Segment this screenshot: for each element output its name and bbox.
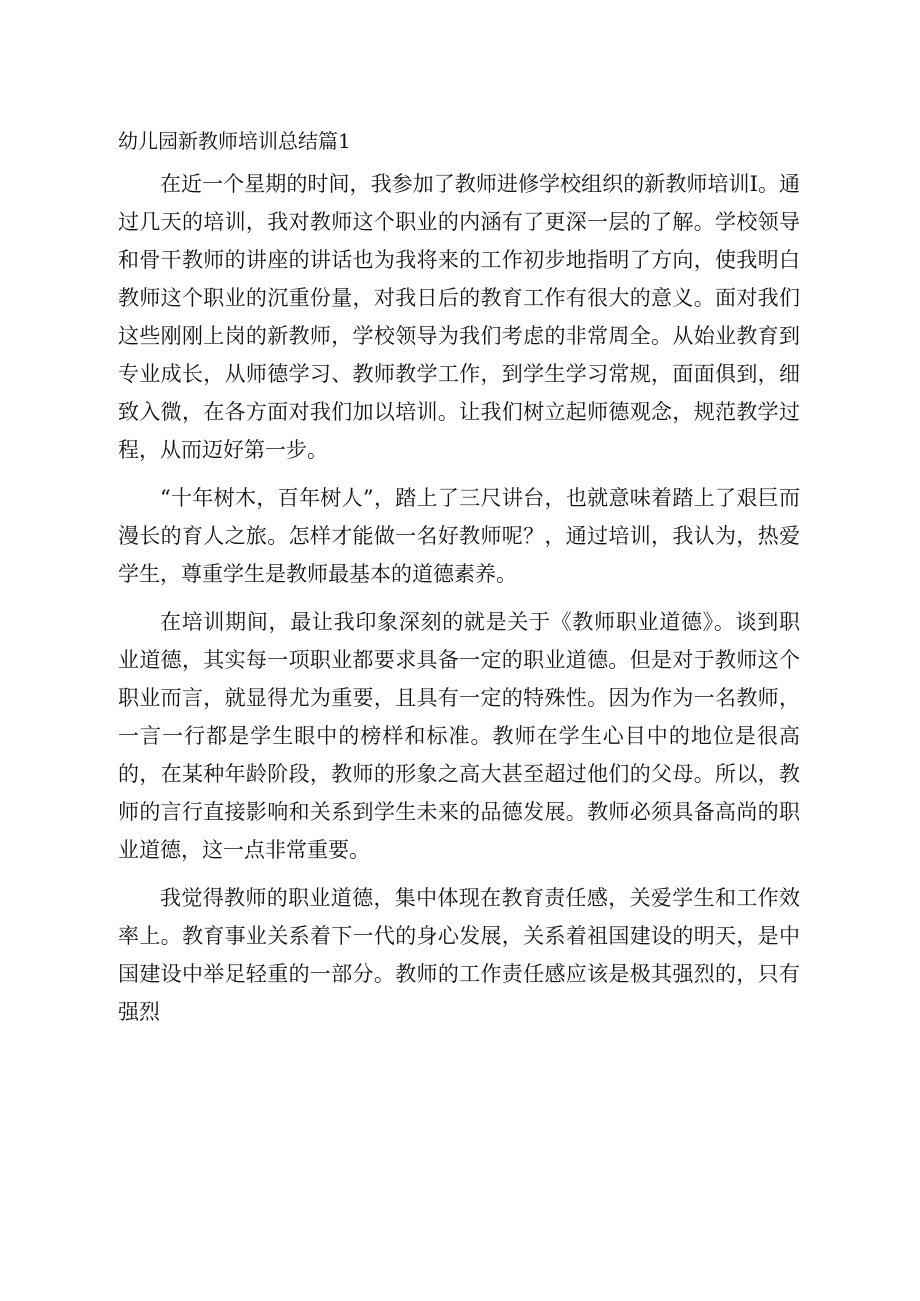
- paragraph-3: 在培训期间，最让我印象深刻的就是关于《教师职业道德》。谈到职业道德，其实每一项职业都要求具备一定的职业道德。但是对于教师这个职业而言，就显得尤为重要，且具有一定的特殊性。因为作为一名教师，一言一行都是学生眼中的榜样和标准。教师在学生心目中的地位是很高的，在某种年龄阶段，教师的形象之高大甚至超过他们的父母。所以，教师的言行直接影响和关系到学生未来的品德发展。教师必须具备高尚的职业道德，这一点非常重要。: [118, 610, 800, 862]
- document-body: [118, 165, 800, 1041]
- paragraph-2: “十年树木，百年树人”，踏上了三尺讲台，也就意味着踏上了艰巨而漫长的育人之旅。怎样才能做一名好教师呢？，通过培训，我认为，热爱学生，尊重学生是教师最基本的道德素养。: [118, 486, 800, 586]
- paragraph-1: 在近一个星期的时间，我参加了教师进修学校组织的新教师培训I。通过几天的培训，我对教师这个职业的内涵有了更深一层的了解。学校领导和骨干教师的讲座的讲话也为我将来的工作初步地指明了方向，使我明白教师这个职业的沉重份量，对我日后的教育工作有很大的意义。面对我们这些刚刚上岗的新教师，学校领导为我们考虑的非常周全。从始业教育到专业成长，从师德学习、教师教学工作，到学生学习常规，面面俱到，细致入微，在各方面对我们加以培训。让我们树立起师德观念，规范教学过程，从而迈好第一步。: [118, 172, 800, 462]
- document-title: 幼儿园新教师培训总结篇1: [118, 129, 351, 153]
- paragraph-4: 我觉得教师的职业道德，集中体现在教育责任感，关爱学生和工作效率上。教育事业关系着下一代的身心发展，关系着祖国建设的明天，是中国建设中举足轻重的一部分。教师的工作责任感应该是极其强烈的，只有强烈: [118, 886, 800, 1024]
